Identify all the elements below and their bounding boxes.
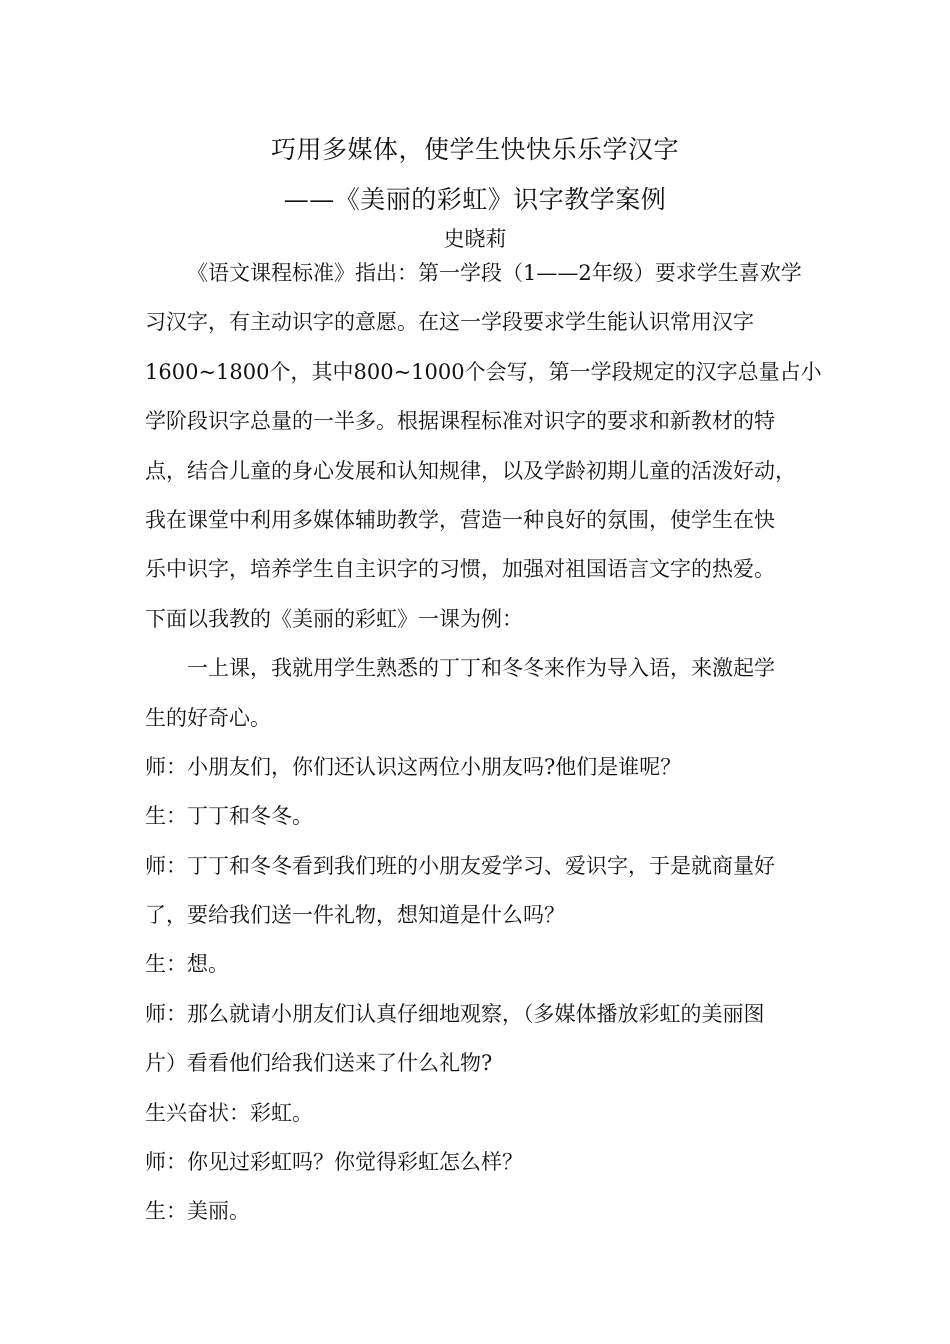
paragraph-line: 乐中识字，培养学生自主识字的习惯，加强对祖国语言文字的热爱。 bbox=[145, 557, 775, 582]
paragraph-line: 一上课，我就用学生熟悉的丁丁和冬冬来作为导入语，来激起学 bbox=[187, 656, 775, 681]
document-title: 巧用多媒体，使学生快快乐乐学汉字 bbox=[270, 135, 679, 164]
dialogue-line: 生兴奋状：彩虹。 bbox=[145, 1100, 313, 1125]
dialogue-line: 生：美丽。 bbox=[145, 1199, 250, 1224]
paragraph-line: 我在课堂中利用多媒体辅助教学，营造一种良好的氛围，使学生在快 bbox=[145, 507, 775, 532]
document-body bbox=[145, 249, 822, 1237]
dialogue-line: 师：丁丁和冬冬看到我们班的小朋友爱学习、爱识字，于是就商量好 bbox=[145, 853, 775, 878]
document-author: 史晓莉 bbox=[443, 227, 507, 251]
dialogue-line: 了，要给我们送一件礼物，想知道是什么吗？ bbox=[145, 903, 565, 928]
dialogue-line: 师：那么就请小朋友们认真仔细地观察，（多媒体播放彩虹的美丽图 bbox=[145, 1001, 765, 1026]
dialogue-line: 师：小朋友们，你们还认识这两位小朋友吗?他们是谁呢？ bbox=[145, 754, 682, 779]
paragraph-line: 下面以我教的《美丽的彩虹》一课为例： bbox=[145, 606, 523, 631]
document-subtitle: ——《美丽的彩虹》识字教学案例 bbox=[283, 185, 667, 214]
dialogue-line: 师：你见过彩虹吗？你觉得彩虹怎么样？ bbox=[145, 1150, 523, 1175]
paragraph-line: 生的好奇心。 bbox=[145, 705, 271, 730]
paragraph-line: 习汉字，有主动识字的意愿。在这一学段要求学生能认识常用汉字 bbox=[145, 310, 754, 335]
paragraph-line: 点，结合儿童的身心发展和认知规律，以及学龄初期儿童的活泼好动， bbox=[145, 458, 796, 483]
dialogue-line: 生：丁丁和冬冬。 bbox=[145, 804, 313, 829]
dialogue-line: 生：想。 bbox=[145, 952, 229, 977]
paragraph-line: 《语文课程标准》指出：第一学段（1——2年级）要求学生喜欢学 bbox=[187, 261, 802, 285]
dialogue-line: 片）看看他们给我们送来了什么礼物? bbox=[145, 1051, 493, 1076]
paragraph-line: 学阶段识字总量的一半多。根据课程标准对识字的要求和新教材的特 bbox=[145, 409, 775, 434]
paragraph-line: 1600~1800个，其中800~1000个会写，第一学段规定的汉字总量占小 bbox=[145, 359, 822, 384]
